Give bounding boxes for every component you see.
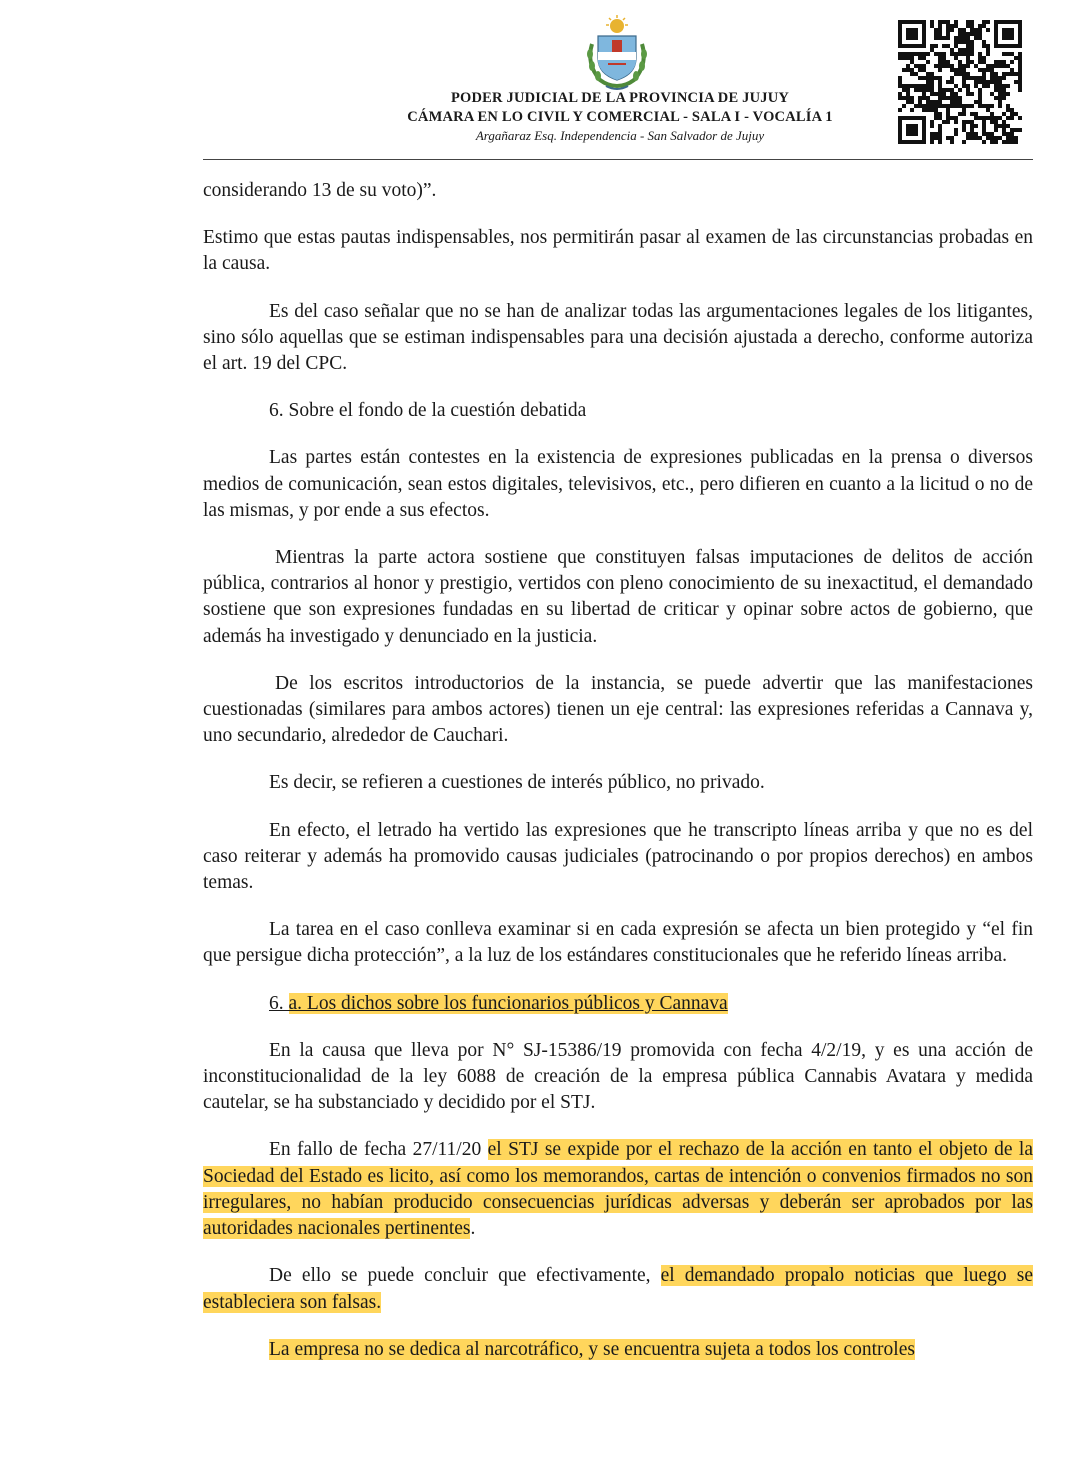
paragraph: considerando 13 de su voto)”. [203, 180, 437, 201]
paragraph [203, 1263, 1033, 1315]
qr-code-icon [898, 20, 1022, 144]
subsection-heading [203, 991, 1033, 1017]
paragraph: Es del caso señalar que no se han de analizar todas las argumentaciones legales de los litigantes, sino sólo aquellas que se estiman indispensables para una decisión ajustada a derecho, conforme autoriza el art. 19 del CPC. [203, 300, 1033, 375]
chamber-name: CÁMARA EN LO CIVIL Y COMERCIAL - SALA I - VOCALÍA 1 [407, 109, 833, 125]
highlighted-text: el STJ se expide por el rechazo de la acción en tanto el objeto de la Sociedad del Estado es licito, así como los memorandos, cartas de intención o convenios firmados no son irregulares, no habían producido consecuencias jurídicas adversas y deberán ser aprobados por las autoridades nacionales pertinentes [203, 1139, 1033, 1240]
paragraph: Estimo que estas pautas indispensables, nos permitirán pasar al examen de las circunstancias probadas en la causa. [203, 227, 1033, 275]
paragraph: Las partes están contestes en la existencia de expresiones publicadas en la prensa o diversos medios de comunicación, sean estos digitales, televisivos, etc., pero difieren en cuanto a la licitud o no de las mismas, y por ende a sus efectos. [203, 447, 1033, 521]
court-address: Argañaraz Esq. Independencia - San Salvador de Jujuy [475, 128, 765, 143]
header-divider [203, 159, 1033, 160]
highlighted-text: a. Los dichos sobre los funcionarios públicos y Cannava [288, 992, 728, 1014]
paragraph: En la causa que lleva por N° SJ-15386/19 promovida con fecha 4/2/19, y es una acción de inconstitucionalidad de la ley 6088 de creación de la empresa pública Cannabis Avatara y medida cautelar, se ha substanciado y decidido por el STJ. [203, 1039, 1033, 1114]
paragraph [203, 1337, 1033, 1363]
paragraph: En efecto, el letrado ha vertido las expresiones que he transcripto líneas arriba y que no es del caso reiterar y además ha promovido causas judiciales (patrocinando o por propios derechos) en ambos temas. [203, 819, 1033, 894]
highlighted-text: La empresa no se dedica al narcotráfico, y se encuentra sujeta a todos los controles [269, 1338, 915, 1360]
section-heading: 6. Sobre el fondo de la cuestión debatida [269, 400, 587, 422]
court-name: PODER JUDICIAL DE LA PROVINCIA DE JUJUY [450, 90, 790, 106]
highlighted-text: el demandado propalo noticias que luego se estableciera son falsas. [203, 1265, 1033, 1313]
paragraph: La tarea en el caso conlleva examinar si en cada expresión se afecta un bien protegido y “el fin que persigue dicha protección”, a la luz de los estándares constitucionales que he referido líneas arriba. [203, 919, 1033, 967]
paragraph-text: En fallo de fecha 27/11/20 [269, 1139, 488, 1161]
paragraph-text: De ello se puede concluir que efectivamente, [269, 1265, 661, 1287]
document-header [0, 0, 1080, 165]
paragraph [203, 1137, 1033, 1242]
paragraph: Mientras la parte actora sostiene que constituyen falsas imputaciones de delitos de acción pública, contrarios al honor y prestigio, vertidos con pleno conocimiento de su inexactitud, el demandado sostiene que son expresiones fundadas en su libertad de criticar y opinar sobre actos de gobierno, que además ha investigado y denunciado en la justicia. [203, 547, 1033, 647]
coat-of-arms-icon [578, 14, 656, 92]
paragraph: Es decir, se refieren a cuestiones de interés público, no privado. [269, 772, 765, 794]
document-body [203, 178, 1033, 1363]
paragraph-text: . [470, 1218, 476, 1240]
paragraph: De los escritos introductorios de la instancia, se puede advertir que las manifestaciones cuestionadas (similares para ambos actores) tienen un eje central: las expresiones referidas a Cannava y, uno secundario, alrededor de Cauchari. [203, 672, 1033, 747]
subsection-number: 6. [269, 992, 289, 1014]
